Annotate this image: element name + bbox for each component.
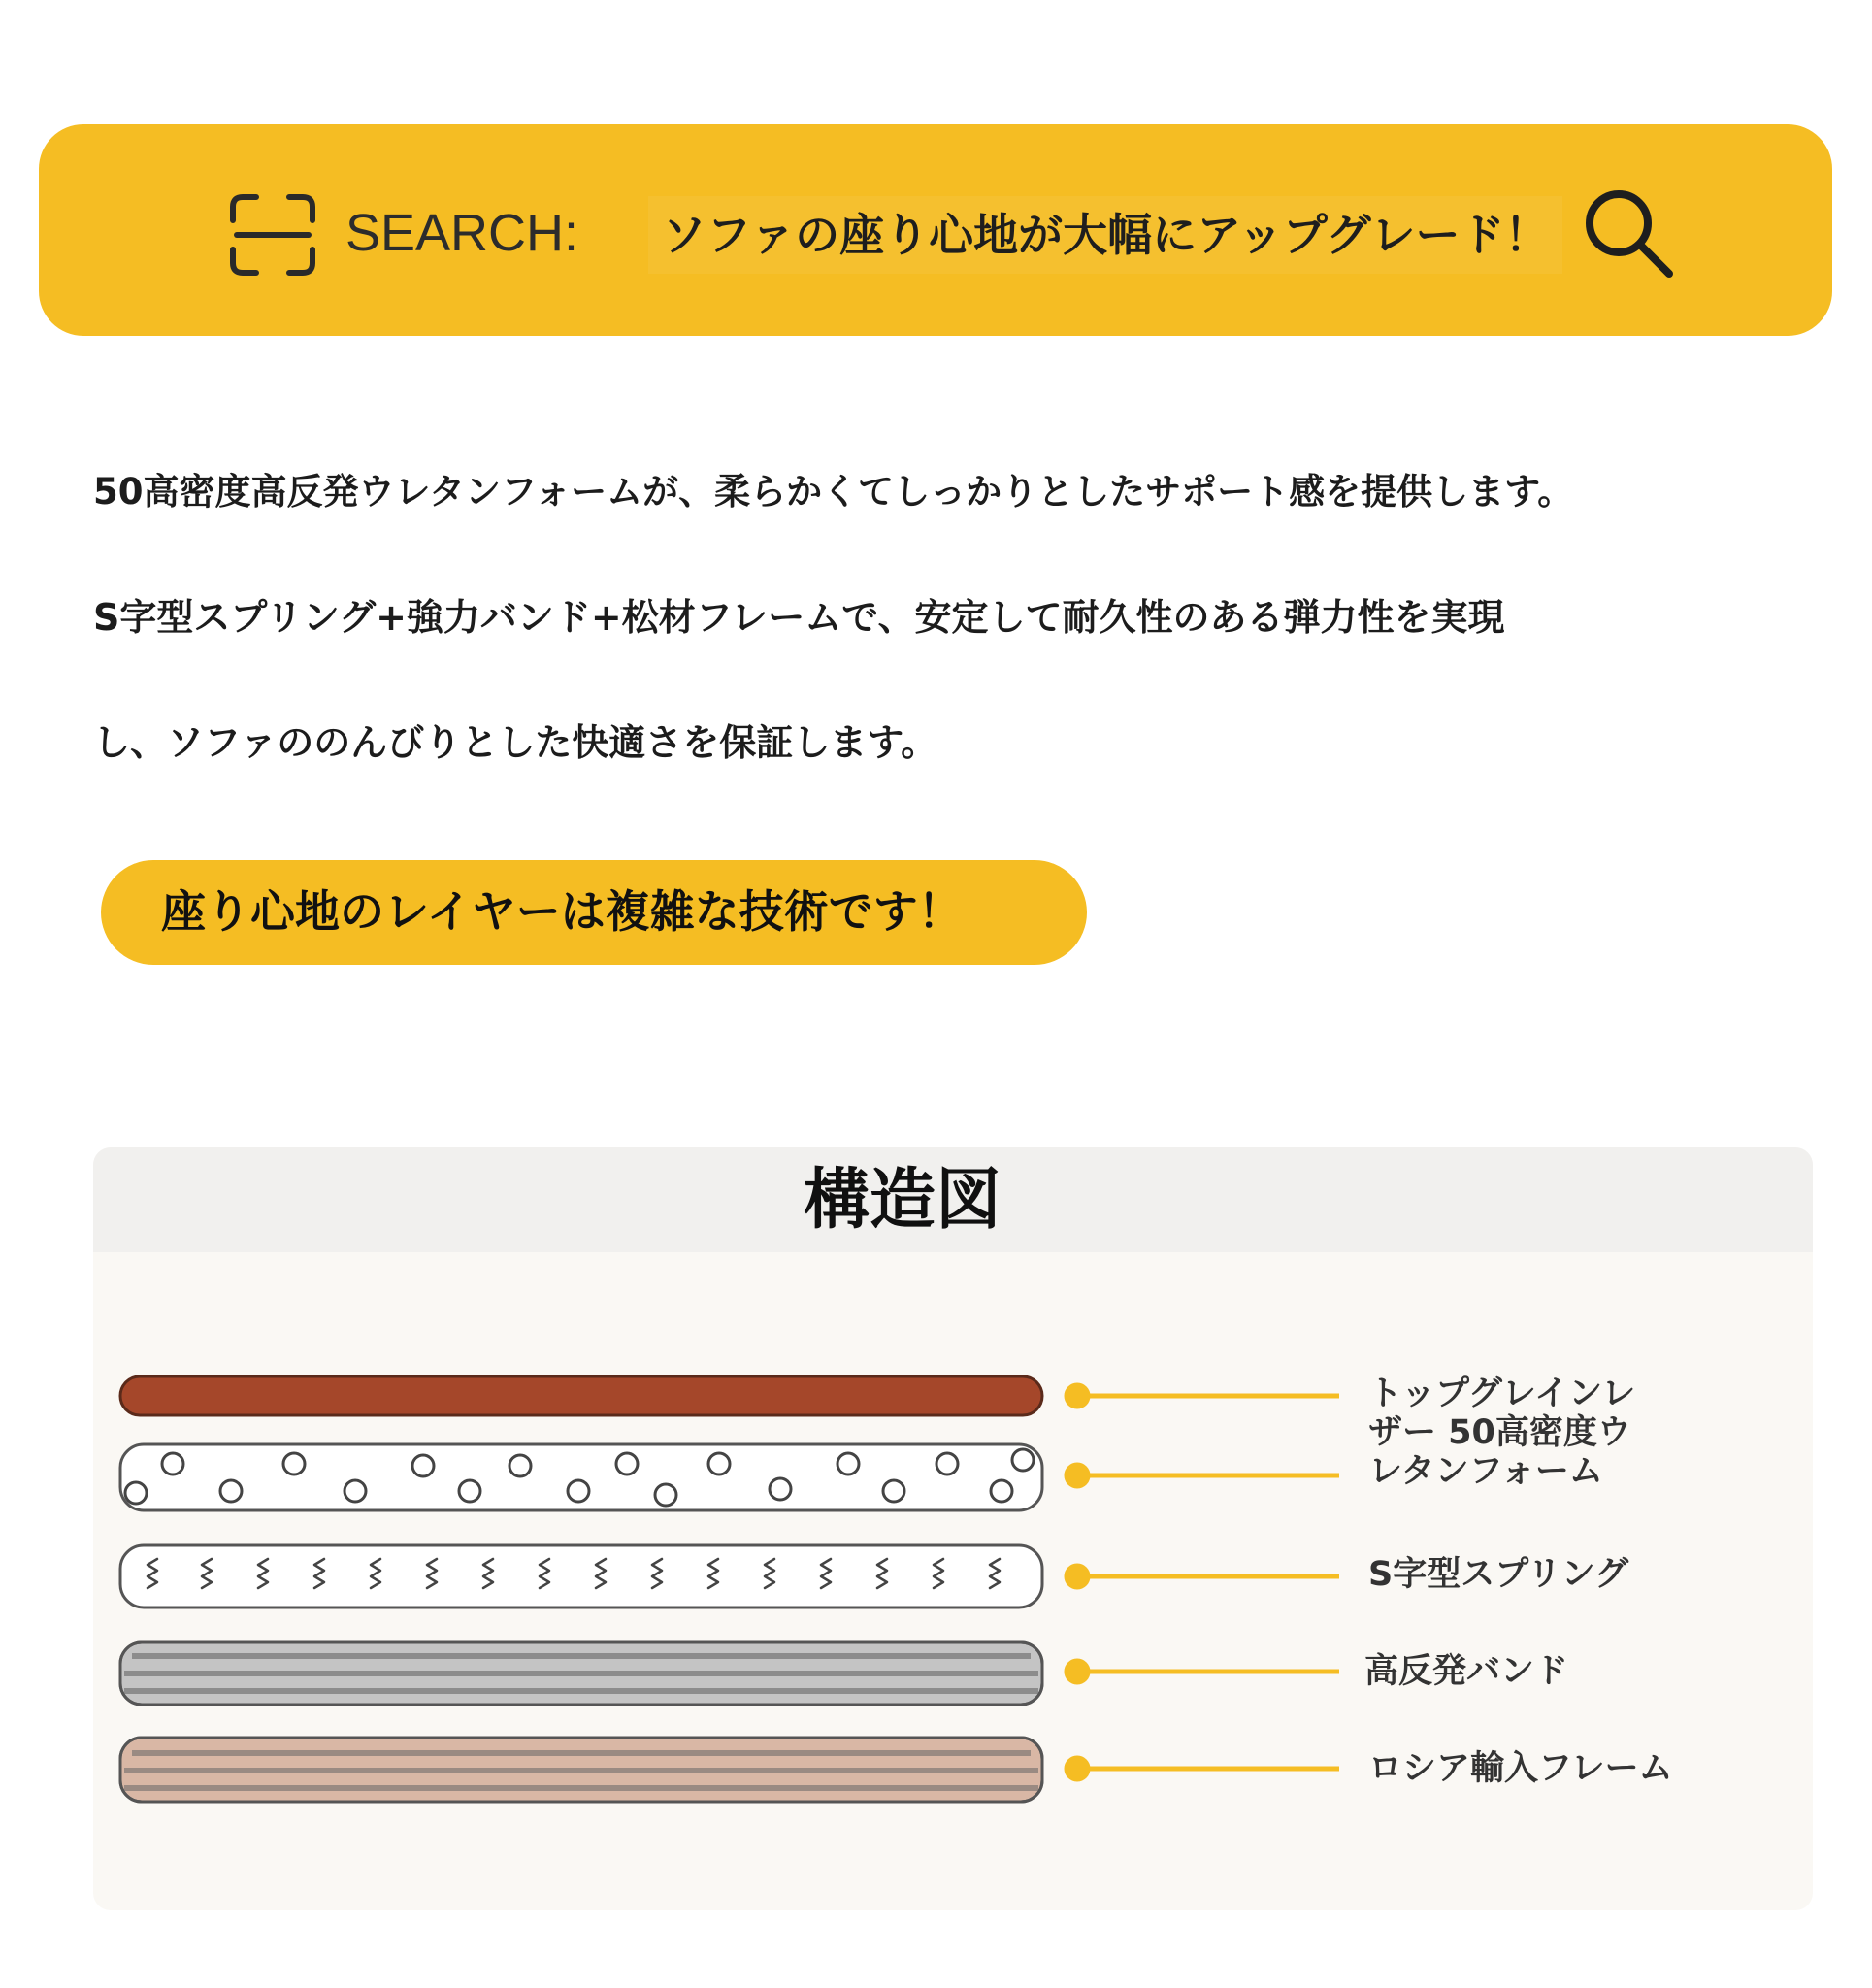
- label-s-spring: S字型スプリング: [1368, 1555, 1629, 1594]
- search-input[interactable]: ソファの座り心地が大幅にアップグレード！: [648, 196, 1562, 274]
- label-frame: ロシア輸入フレーム: [1368, 1749, 1673, 1788]
- label-foam-line-3: レタンフォーム: [1368, 1452, 1603, 1491]
- label-foam-line-2: ザー 50高密度ウ: [1368, 1413, 1631, 1452]
- label-top-grain-leather: トップグレインレ: [1368, 1375, 1636, 1413]
- label-band: 高反発バンド: [1364, 1652, 1569, 1691]
- scan-icon[interactable]: [229, 193, 316, 277]
- magnifier-icon[interactable]: [1580, 184, 1677, 282]
- description-line-3: し、ソファののんびりとした快適さを保証します。: [93, 721, 938, 764]
- frame-layer: [120, 1738, 1042, 1802]
- search-bar[interactable]: [39, 124, 1832, 336]
- foam-layer: [120, 1444, 1042, 1510]
- description-line-2: S字型スプリング+強力バンド+松材フレームで、安定して耐久性のある弾力性を実現: [93, 596, 1505, 639]
- structure-diagram: [93, 1147, 1813, 1910]
- spring-layer: [120, 1545, 1042, 1607]
- leather-layer: [120, 1376, 1042, 1415]
- diagram-title: 構造図: [803, 1162, 1002, 1239]
- layers-illustration: [93, 1147, 1813, 1910]
- connector-lines: [1067, 1385, 1339, 1779]
- section-heading-pill: [101, 860, 1087, 965]
- search-label: SEARCH:: [345, 204, 579, 262]
- description-line-1: 50高密度高反発ウレタンフォームが、柔らかくてしっかりとしたサポート感を提供します。: [93, 471, 1574, 513]
- band-layer: [120, 1642, 1042, 1705]
- section-heading: 座り心地のレイヤーは複雑な技術です！: [161, 885, 963, 938]
